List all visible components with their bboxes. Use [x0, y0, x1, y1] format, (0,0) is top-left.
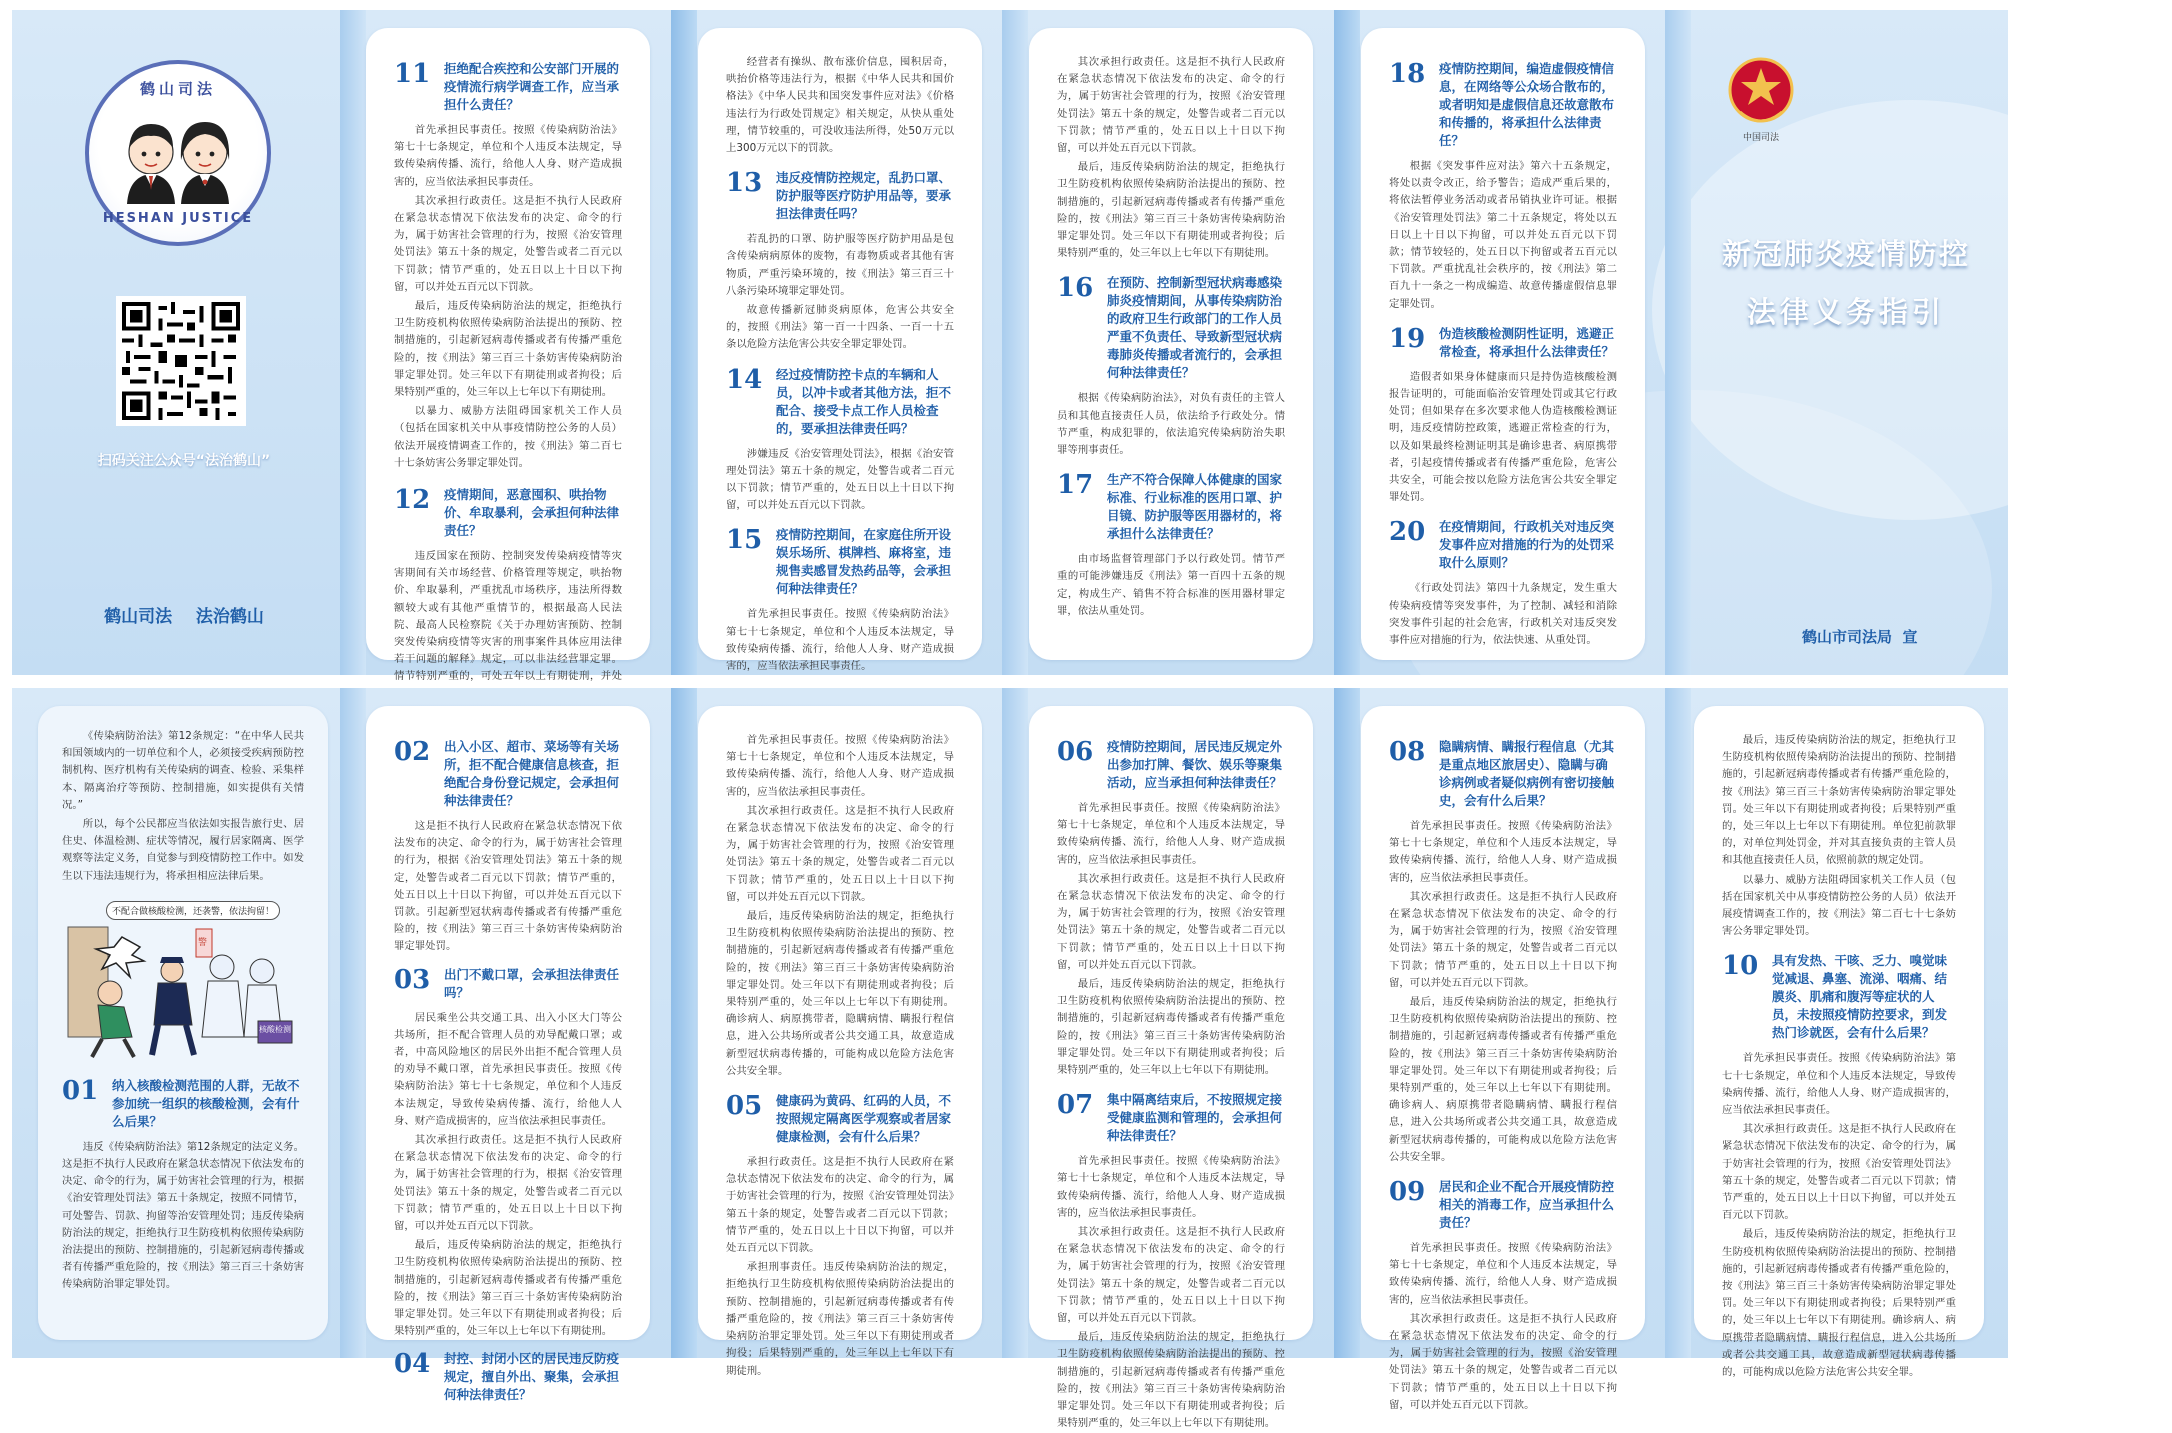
question-title: 违反疫情防控规定，乱扔口罩、防护服等医疗防护用品等，要承担法律责任吗？ [776, 170, 952, 222]
question-title: 纳入核酸检测范围的人群，无故不参加统一组织的核酸检测，会有什么后果？ [112, 1077, 300, 1129]
qr-code-icon [122, 302, 240, 420]
panel-intro-q01 [38, 706, 328, 1340]
question-06 [1057, 738, 1285, 792]
panel-q18-q20 [1361, 28, 1645, 660]
fold-band [1665, 10, 1691, 675]
answer-paragraph: 首先承担民事责任。按照《传染病防治法》第七十七条规定，单位和个人违反本法规定，导致传染病传播、流行，给他人人身、财产造成损害的，应当依法承担民事责任。 [726, 608, 954, 673]
answer-paragraph: 首先承担民事责任。按照《传染病防治法》第七十七条规定，单位和个人违反本法规定，导致传染病传播、流行，给他人人身、财产造成损害的，应当依法承担民事责任。 [1057, 802, 1285, 866]
answer-paragraph: 这是拒不执行人民政府在紧急状态情况下依法发布的决定、命令的行为，属于妨害社会管理的行为，根据《治安管理处罚法》第五十条的规定，处警告或者二百元以下罚款；情节严重的，处五日以上十日以下拘留，可以并处五百元以下罚款。引起新型冠状病毒传播或者有传播严重危险的，按《刑法》第三百三十条妨害传染病防治罪定罪处罚。 [394, 820, 622, 953]
answer-paragraph: 其次承担行政责任。这是拒不执行人民政府在紧急状态情况下依法发布的决定、命令的行为，属于妨害社会管理的行为，按照《治安管理处罚法》第五十条的规定，处警告或者二百元以下罚款；情节严重的，处五日以上十日以下拘留，可以并处五百元以下罚款。 [1389, 1312, 1617, 1411]
question-number: 09 [1389, 1177, 1426, 1208]
answer-paragraph: 最后，违反传染病防治法的规定，拒绝执行卫生防疫机构依照传染病防治法提出的预防、控制措施的，引起新冠病毒传播或者有传播严重危险的，按《刑法》第三百三十条妨害传染病防治罪定罪处罚。处三年以下有期徒刑或者拘役；后果特别严重的，处三年以上七年以下有期徒刑。 [1057, 1331, 1285, 1430]
fold-band [340, 10, 366, 675]
question-15 [726, 526, 954, 598]
qr-code[interactable] [116, 296, 246, 426]
heshan-justice-logo [85, 60, 271, 246]
answer-paragraph: 《传染病防治法》第12条规定：“在中华人民共和国领域内的一切单位和个人，必须接受疾病预防控制机构、医疗机构有关传染病的调查、检验、采集样本、隔离治疗等预防、控制措施，如实提供有关情况。” [62, 730, 304, 811]
question-number: 14 [726, 364, 763, 395]
panel-q13-q15 [698, 28, 982, 673]
question-number: 11 [394, 59, 431, 89]
question-04 [394, 1350, 622, 1404]
question-07 [1057, 1091, 1285, 1145]
panel-q05 [698, 706, 982, 1377]
answer-paragraph: 最后，违反传染病防治法的规定，拒绝执行卫生防疫机构依照传染病防治法提出的预防、控制措施的，引起新冠病毒传播或者有传播严重危险的，按《刑法》第三百三十条妨害传染病防治罪定罪处罚。处三年以下有期徒刑或者拘役；后果特别严重的，处三年以上七年以下有期徒刑。确诊病人、病原携带者隐瞒病情、瞒报行程信息，进入公共场所或者公共交通工具，故意造成新型冠状病毒传播的，可能构成以危险方法危害公共安全罪。 [1722, 1228, 1956, 1379]
answer-paragraph: 其次承担行政责任。这是拒不执行人民政府在紧急状态情况下依法发布的决定、命令的行为，属于妨害社会管理的行为，按照《治安管理处罚法》第五十条的规定，处警告或者二百元以下罚款；情节严重的，处五日以上十日以下拘留，可以并处五百元以下罚款。 [1389, 890, 1617, 989]
panel-q02-q04 [366, 706, 650, 1403]
answer-paragraph: 涉嫌违反《治安管理处罚法》，根据《治安管理处罚法》第五十条的规定，处警告或者二百元以下罚款；情节严重的，处五日以上十日以下拘留，可以并处五百元以下罚款。 [726, 447, 954, 512]
fold-band [340, 688, 366, 1358]
question-title: 居民和企业不配合开展疫情防控相关的消毒工作，应当承担什么责任？ [1439, 1179, 1615, 1231]
question-number: 15 [726, 525, 763, 556]
fold-band [1002, 10, 1028, 675]
question-number: 16 [1057, 273, 1094, 304]
question-number: 03 [394, 964, 431, 995]
question-title: 生产不符合保障人体健康的国家标准、行业标准的医用口罩、护目镜、防护服等医用器材的，将承担什么法律责任？ [1107, 472, 1283, 542]
question-12 [394, 486, 622, 540]
answer-paragraph: 首先承担民事责任。按照《传染病防治法》第七十七条规定，单位和个人违反本法规定，导致传染病传播、流行，给他人人身、财产造成损害的，应当依法承担民事责任。 [1057, 1155, 1285, 1219]
answer-paragraph: 《行政处罚法》第四十九条规定，发生重大传染病疫情等突发事件，为了控制、减轻和消除突发事件引起的社会危害，行政机关对违反突发事件应对措施的行为，依法快速、从重处罚。 [1389, 582, 1617, 647]
cover-title-line1: 新冠肺炎疫情防控 [1721, 237, 1970, 271]
fold-band [1334, 10, 1360, 675]
question-title: 集中隔离结束后，不按照规定接受健康监测和管理的，会承担何种法律责任？ [1107, 1092, 1283, 1144]
logo-top-text: 鹤山司法 [139, 80, 216, 98]
answer-paragraph: 由市场监督管理部门予以行政处罚。情节严重的可能涉嫌违反《刑法》第一百四十五条的规定，构成生产、销售不符合标准的医用器材罪定罪，依法从重处罚。 [1057, 553, 1285, 617]
panel-q06-q07 [1029, 706, 1313, 1430]
police-arrest-cartoon-icon [62, 897, 302, 1067]
panel-q16-q17 [1029, 28, 1313, 660]
question-11 [394, 60, 622, 114]
question-title: 健康码为黄码、红码的人员，不按照规定隔离医学观察或者居家健康检测，会有什么后果？ [776, 1093, 952, 1145]
question-18 [1389, 60, 1617, 150]
question-10 [1722, 952, 1956, 1042]
fold-band [671, 10, 697, 675]
question-title: 疫情期间，恶意囤积、哄抬物价、牟取暴利，会承担何种法律责任？ [444, 487, 620, 539]
answer-paragraph: 承担刑事责任。违反传染病防治法的规定，拒绝执行卫生防疫机构依照传染病防治法提出的预防、控制措施的，引起新冠病毒传播或者有传播严重危险的，按《刑法》第三百三十条妨害传染病防治罪定罪处罚。处三年以下有期徒刑或者拘役；后果特别严重的，处三年以上七年以下有期徒刑。 [726, 1261, 954, 1377]
question-title: 出门不戴口罩，会承担法律责任吗？ [444, 966, 620, 1000]
question-number: 19 [1389, 323, 1426, 354]
question-title: 疫情防控期间，编造虚假疫情信息，在网络等公众场合散布的，或者明知是虚假信息还故意散布和传播的，将承担什么法律责任？ [1439, 61, 1615, 148]
answer-paragraph: 最后，违反传染病防治法的规定，拒绝执行卫生防疫机构依照传染病防治法提出的预防、控制措施的，引起新冠病毒传播或者有传播严重危险的，按《刑法》第三百三十条妨害传染病防治罪定罪处罚。处三年以下有期徒刑或者拘役；后果特别严重的，处三年以上七年以下有期徒刑。确诊病人、病原携带者，隐瞒病情、瞒报行程信息，进入公共场所或者公共交通工具，故意造成新型冠状病毒传播的，可能构成以危险方法危害公共安全罪。 [726, 910, 954, 1077]
fold-band [1334, 688, 1360, 1358]
question-number: 20 [1389, 517, 1426, 548]
cartoon-illustration [62, 897, 304, 1067]
answer-paragraph: 经营者有操纵、散布涨价信息，囤积居奇，哄抬价格等违法行为，根据《中华人民共和国价格法》《中华人民共和国突发事件应对法》《价格违法行为行政处罚规定》相关规定，从快从重处理，情节较重的，可没收违法所得，处50万元以上300万元以下的罚款。 [726, 56, 954, 155]
qr-caption: 扫码关注公众号“法治鹤山” [97, 453, 271, 469]
answer-paragraph: 其次承担行政责任。这是拒不执行人民政府在紧急状态情况下依法发布的决定、命令的行为，属于妨害社会管理的行为，按照《治安管理处罚法》第五十条的规定，处警告或者二百元以下罚款；情节严重的，处五日以上十日以下拘留，可以并处五百元以下罚款。 [1057, 56, 1285, 155]
answer-paragraph: 违反《传染病防治法》第12条规定的法定义务。这是拒不执行人民政府在紧急状态情况下依法发布的决定、命令的行为，属于妨害社会管理的行为，根据《治安管理处罚法》第五十条规定，按照不同情节，可处警告、罚款、拘留等治安管理处罚；违反传染病防治法的规定，拒绝执行卫生防疫机构依照传染病防治法提出的预防、控制措施的，引起新冠病毒传播或者有传播严重危险的，按《刑法》第三百三十条妨害传染病防治罪定罪处罚。 [62, 1140, 304, 1291]
answer-paragraph: 以暴力、威胁方法阻碍国家机关工作人员（包括在国家机关中从事疫情防控公务的人员）依法开展疫情调查工作的，按《刑法》第二百七十七条妨害公务罪定罪处罚。 [1722, 873, 1956, 938]
answer-paragraph: 最后，违反传染病防治法的规定，拒绝执行卫生防疫机构依照传染病防治法提出的预防、控制措施的，引起新冠病毒传播或者有传播严重危险的，按《刑法》第三百三十条妨害传染病防治罪定罪处罚。处三年以下有期徒刑或者拘役；后果特别严重的，处三年以上七年以下有期徒刑。 [1057, 161, 1285, 260]
question-number: 06 [1057, 737, 1094, 767]
answer-paragraph: 最后，违反传染病防治法的规定，拒绝执行卫生防疫机构依照传染病防治法提出的预防、控制措施的，引起新冠病毒传播或者有传播严重危险的，按《刑法》第三百三十条妨害传染病防治罪定罪处罚。处三年以下有期徒刑或者拘役；后果特别严重的，处三年以上七年以下有期徒刑。 [394, 300, 622, 399]
answer-paragraph: 最后，违反传染病防治法的规定，拒绝执行卫生防疫机构依照传染病防治法提出的预防、控制措施的，引起新冠病毒传播或者有传播严重危险的，按《刑法》第三百三十条妨害传染病防治罪定罪处罚。处三年以下有期徒刑或者拘役；后果特别严重的，处三年以上七年以下有期徒刑。确诊病人、病原携带者隐瞒病情、瞒报行程信息，进入公共场所或者公共交通工具，故意造成新型冠状病毒传播的，可能构成以危险方法危害公共安全罪。 [1389, 996, 1617, 1163]
answer-paragraph: 若乱扔的口罩、防护服等医疗防护用品是包含传染病病原体的废物，有毒物质或者其他有害物质，严重污染环境的，按《刑法》第三百三十八条污染环境罪定罪处罚。 [726, 233, 954, 297]
panel-q08-q09 [1361, 706, 1645, 1411]
panel-q10 [1694, 706, 1984, 1379]
cover-title-line2: 法律义务指引 [1746, 295, 1945, 329]
question-02 [394, 738, 622, 810]
question-title: 隐瞒病情、瞒报行程信息（尤其是重点地区旅居史）、隐瞒与确诊病例或者疑似病例有密切接触史，会有什么后果？ [1439, 739, 1615, 808]
answer-paragraph: 首先承担民事责任。按照《传染病防治法》第七十七条规定，单位和个人违反本法规定，导致传染病传播、流行，给他人人身、财产造成损害的，应当依法承担民事责任。 [394, 124, 622, 188]
answer-paragraph: 最后，违反传染病防治法的规定，拒绝执行卫生防疫机构依照传染病防治法提出的预防、控制措施的，引起新冠病毒传播或者有传播严重危险的，按《刑法》第三百三十条妨害传染病防治罪定罪处罚。处三年以下有期徒刑或者拘役；后果特别严重的，处三年以上七年以下有期徒刑。 [1057, 978, 1285, 1077]
question-number: 17 [1057, 470, 1094, 501]
slogan: 鹤山司法 法治鹤山 [104, 607, 264, 627]
brochure-inner-side [12, 688, 2008, 1430]
answer-paragraph: 最后，违反传染病防治法的规定，拒绝执行卫生防疫机构依照传染病防治法提出的预防、控制措施的，引起新冠病毒传播或者有传播严重危险的，按《刑法》第三百三十条妨害传染病防治罪定罪处罚。处三年以下有期徒刑或者拘役；后果特别严重的，处三年以上七年以下有期徒刑。 [394, 1239, 622, 1338]
question-title: 伪造核酸检测阴性证明，逃避正常检查，将承担什么法律责任？ [1439, 325, 1615, 359]
fold-band [1665, 688, 1691, 1358]
cartoon-box-label: 核酸检测 [259, 1024, 291, 1034]
brochure-outer-side [12, 10, 2008, 683]
question-14 [726, 366, 954, 438]
answer-paragraph: 造假者如果身体健康而只是持伪造核酸检测报告证明的，可能面临治安管理处罚或其它行政处罚；但如果存在多次要求他人伪造核酸检测证明，违反疫情防控政策，逃避正常检查的行为，以及如果最终检测证明其是确诊患者、病原携带者，引起疫情传播或者有传播严重危险，危害公共安全，可能会按以危险方法危害公共安全罪定罪处罚。 [1389, 370, 1617, 504]
question-number: 13 [726, 168, 763, 199]
answer-paragraph: 其次承担行政责任。这是拒不执行人民政府在紧急状态情况下依法发布的决定、命令的行为，属于妨害社会管理的行为，按照《治安管理处罚法》第五十条的规定，处警告或者二百元以下罚款；情节严重的，处五日以上十日以下拘留，可以并处五百元以下罚款。 [1057, 1226, 1285, 1325]
emblem-caption: 中国司法 [1742, 133, 1779, 143]
answer-paragraph: 承担行政责任。这是拒不执行人民政府在紧急状态情况下依法发布的决定、命令的行为，属于妨害社会管理的行为，按照《治安管理处罚法》第五十条的规定，处警告或者二百元以下罚款；情节严重的，处五日以上十日以下拘留，可以并处五百元以下罚款。 [726, 1156, 954, 1255]
cartoon-sign-label: 警 [198, 937, 208, 948]
question-08 [1389, 738, 1617, 810]
answer-paragraph: 最后，违反传染病防治法的规定，拒绝执行卫生防疫机构依照传染病防治法提出的预防、控制措施的，引起新冠病毒传播或者有传播严重危险的，按《刑法》第三百三十条妨害传染病防治罪定罪处罚。处三年以下有期徒刑或者拘役；后果特别严重的，处三年以上七年以下有期徒刑。单位犯前款罪的，对单位判处罚金，并对其直接负责的主管人员和其他直接责任人员，依照前款的规定处罚。 [1722, 734, 1956, 867]
question-number: 08 [1389, 737, 1426, 767]
cartoon-speech-bubble: 不配合做核酸检测，还袭警，依法拘留！ [106, 901, 280, 920]
question-number: 18 [1389, 59, 1426, 89]
question-13 [726, 169, 954, 223]
fold-band [671, 688, 697, 1358]
answer-paragraph: 所以，每个公民都应当依法如实报告旅行史、居住史、体温检测、症状等情况，履行居家隔离、医学观察等法定义务，自觉参与到疫情防控工作中。如发生以下违法违规行为，将承担相应法律后果。 [62, 818, 304, 882]
question-20 [1389, 518, 1617, 572]
question-title: 在预防、控制新型冠状病毒感染肺炎疫情期间，从事传染病防治的政府卫生行政部门的工作人员严重不负责任、导致新型冠状病毒肺炎传播或者流行的，会承担何种法律责任？ [1107, 275, 1283, 381]
answer-paragraph: 首先承担民事责任。按照《传染病防治法》第七十七条规定，单位和个人违反本法规定，导致传染病传播、流行，给他人人身、财产造成损害的，应当依法承担民事责任。 [1722, 1052, 1956, 1117]
answer-paragraph: 首先承担民事责任。按照《传染病防治法》第七十七条规定，单位和个人违反本法规定，导致传染病传播、流行，给他人人身、财产造成损害的，应当依法承担民事责任。 [726, 734, 954, 798]
panel-q11-q12 [366, 28, 650, 683]
question-title: 疫情防控期间，居民违反规定外出参加打牌、餐饮、娱乐等聚集活动，应当承担何种法律责任？ [1107, 739, 1283, 790]
question-title: 疫情防控期间，在家庭住所开设娱乐场所、棋牌档、麻将室，违规售卖感冒发热药品等，会承担何种法律责任？ [776, 527, 952, 597]
logo-bottom-text: HESHAN JUSTICE [102, 211, 254, 226]
question-title: 出入小区、超市、菜场等有关场所，拒不配合健康信息核查，拒绝配合身份登记规定，会承担何种法律责任？ [444, 739, 620, 808]
question-title: 封控、封闭小区的居民违反防疫规定，擅自外出、聚集，会承担何种法律责任？ [444, 1351, 620, 1403]
question-title: 拒绝配合疾控和公安部门开展的疫情流行病学调查工作，应当承担什么责任？ [444, 61, 620, 112]
answer-paragraph: 首先承担民事责任。按照《传染病防治法》第七十七条规定，单位和个人违反本法规定，导致传染病传播、流行，给他人人身、财产造成损害的，应当依法承担民事责任。 [1389, 820, 1617, 884]
question-title: 在疫情期间，行政机关对违反突发事件应对措施的行为的处罚采取什么原则？ [1439, 519, 1615, 571]
question-number: 12 [394, 485, 431, 516]
answer-paragraph: 故意传播新冠肺炎病原体，危害公共安全的，按照《刑法》第一百一十四条、一百一十五条以危险方法危害公共安全罪定罪处罚。 [726, 304, 954, 351]
answer-paragraph: 首先承担民事责任。按照《传染病防治法》第七十七条规定，单位和个人违反本法规定，导致传染病传播、流行，给他人人身、财产造成损害的，应当依法承担民事责任。 [1389, 1242, 1617, 1306]
question-title: 经过疫情防控卡点的车辆和人员，以冲卡或者其他方法，拒不配合、接受卡点工作人员检查的，要承担法律责任吗？ [776, 366, 952, 436]
question-number: 04 [394, 1349, 431, 1380]
question-05 [726, 1092, 954, 1146]
answer-paragraph: 违反国家在预防、控制突发传染病疫情等灾害期间有关市场经营、价格管理等规定，哄抬物价、牟取暴利，严重扰乱市场秩序，违法所得数额较大或有其他严重情节的，根据最高人民法院、最高人民检察院《关于办理妨害预防、控制突发传染病疫情等灾害的刑事案件具体应用法律若干问题的解释》规定，可以非法经营罪定罪。情节特别严重的，可处五年以上有期徒刑，并处 [394, 550, 622, 683]
answer-paragraph: 以暴力、威胁方法阻碍国家机关工作人员（包括在国家机关中从事疫情防控公务的人员）依法开展疫情调查工作的，按《刑法》第二百七十七条妨害公务罪定罪处罚。 [394, 405, 622, 469]
fold-band [1002, 688, 1028, 1358]
question-title: 具有发热、干咳、乏力、嗅觉味觉减退、鼻塞、流涕、咽痛、结膜炎、肌痛和腹泻等症状的人员，未按照疫情防控要求，到发热门诊就医，会有什么后果？ [1772, 953, 1948, 1041]
question-number: 10 [1722, 951, 1759, 982]
answer-paragraph: 其次承担行政责任。这是拒不执行人民政府在紧急状态情况下依法发布的决定、命令的行为，属于妨害社会管理的行为，根据《治安管理处罚法》第五十条的规定，处警告或者二百元以下罚款；情节严重的，处五日以上十日以下拘留，可以并处五百元以下罚款。 [394, 1134, 622, 1233]
question-number: 01 [62, 1075, 99, 1106]
question-number: 07 [1057, 1090, 1094, 1121]
question-19 [1389, 325, 1617, 361]
answer-paragraph: 其次承担行政责任。这是拒不执行人民政府在紧急状态情况下依法发布的决定、命令的行为，属于妨害社会管理的行为，按照《治安管理处罚法》第五十条的规定，处警告或者二百元以下罚款；情节严重的，处五日以上十日以下拘留，可以并处五百元以下罚款。 [1722, 1123, 1956, 1222]
issuer-text: 鹤山市司法局 宣 [1802, 628, 1918, 646]
question-01 [62, 1077, 304, 1131]
answer-paragraph: 其次承担行政责任。这是拒不执行人民政府在紧急状态情况下依法发布的决定、命令的行为，属于妨害社会管理的行为，按照《治安管理处罚法》第五十条的规定，处警告或者二百元以下罚款；情节严重的，处五日以上十日以下拘留，可以并处五百元以下罚款。 [1057, 872, 1285, 971]
question-number: 02 [394, 737, 431, 767]
question-03 [394, 966, 622, 1002]
question-number: 05 [726, 1091, 763, 1122]
answer-paragraph: 根据《突发事件应对法》第六十五条规定，将处以责令改正，给予警告；造成严重后果的，将依法暂停业务活动或者吊销执业许可证。根据《治安管理处罚法》第二十五条规定，将处以五日以上十日以下拘留，可以并处五百元以下罚款；情节较轻的，处五日以下拘留或者五百元以下罚款。严重扰乱社会秩序的，按《刑法》第二百九十一条之一构成编造、故意传播虚假信息罪定罪处罚。 [1389, 160, 1617, 310]
answer-paragraph: 根据《传染病防治法》，对负有责任的主管人员和其他直接责任人员，依法给予行政处分。情节严重，构成犯罪的，依法追究传染病防治失职罪等刑事责任。 [1057, 392, 1285, 457]
answer-paragraph: 居民乘坐公共交通工具、出入小区大门等公共场所，拒不配合管理人员的劝导配戴口罩；或者，中高风险地区的居民外出拒不配合管理人员的劝导不戴口罩，首先承担民事责任。按照《传染病防治法》第七十七条规定，单位和个人违反本法规定，导致传染病传播、流行，给他人人身、财产造成损害的，应当依法承担民事责任。 [394, 1011, 622, 1127]
question-16 [1057, 274, 1285, 382]
question-09 [1389, 1178, 1617, 1232]
question-17 [1057, 471, 1285, 543]
answer-paragraph: 其次承担行政责任。这是拒不执行人民政府在紧急状态情况下依法发布的决定、命令的行为，属于妨害社会管理的行为，按照《治安管理处罚法》第五十条的规定，处警告或者二百元以下罚款；情节严重的，处五日以上十日以下拘留，可以并处五百元以下罚款。 [394, 194, 622, 293]
answer-paragraph: 其次承担行政责任。这是拒不执行人民政府在紧急状态情况下依法发布的决定、命令的行为，属于妨害社会管理的行为，按照《治安管理处罚法》第五十条的规定，处警告或者二百元以下罚款；情节严重的，处五日以上十日以下拘留，可以并处五百元以下罚款。 [726, 804, 954, 903]
